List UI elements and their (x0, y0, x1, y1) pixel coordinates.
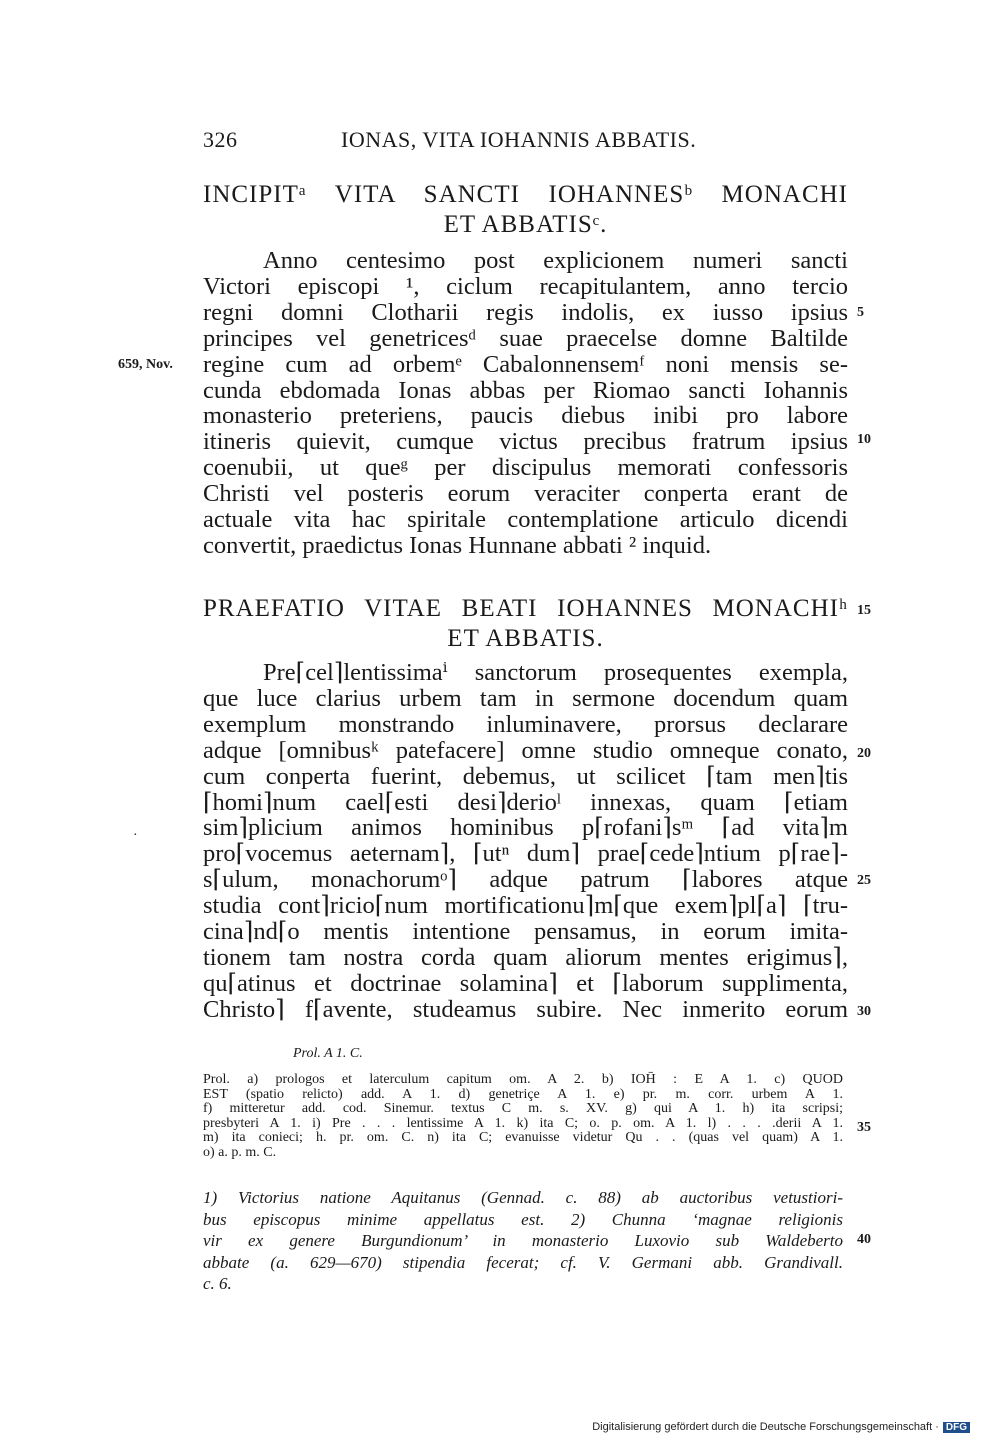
text-line: monasterio preteriens, paucis diebus inibi pro labore (203, 402, 848, 430)
heading-line: ET ABBATIS. (447, 625, 604, 652)
text-line: coenubii, ut queᵍ per discipulus memorati confessoris (203, 454, 848, 482)
footnote-line: abbate (a. 629—670) stipendia fecerat; cf. V. Germani abb. Grandivall. (203, 1252, 843, 1272)
text-line: qu⌈atinus et doctrinae solamina⌉ et ⌈laborum supplimenta, (203, 969, 848, 997)
page-number: 326 (203, 127, 238, 152)
text-line: cina⌉nd⌈o mentis intentione pensamus, in eorum imita- (203, 918, 848, 946)
heading-line: INCIPITᵃ VITA SANCTI IOHANNESᵇ MONACHI (203, 181, 848, 208)
margin-dot: · (133, 828, 138, 843)
paragraph-incipit (203, 248, 848, 559)
digitization-footer (592, 1421, 970, 1433)
text-line: adque [omnibusᵏ patefacere] omne studio omneque conato, (203, 736, 848, 764)
line-number: 15 (857, 603, 871, 618)
heading-line: ET ABBATISᶜ. (443, 211, 608, 238)
paragraph-praefatio (203, 660, 848, 1023)
heading-incipit (203, 180, 848, 240)
running-title: IONAS, VITA IOHANNIS ABBATIS. (341, 127, 697, 152)
text-line: Victori episcopi ¹, ciclum recapitulantem, anno tercio (203, 272, 848, 300)
line-number: 10 (857, 432, 871, 447)
line-number: 5 (857, 305, 864, 320)
text-line: cum conperta fuerint, debemus, ut scilicet ⌈tam men⌉tis (203, 762, 848, 790)
apparatus-line: presbyteri A 1. i) Pre . . . lentissime A 1. k) ita C; o. p. om. A 1. l) . . . .derii A 1. (203, 1115, 843, 1131)
text-line: cunda ebdomada Ionas abbas per Riomao sancti Iohannis (203, 376, 848, 404)
text-line: sim⌉plicium animos hominibus p⌈rofani⌉sᵐ ⌈ad vita⌉m (203, 814, 848, 842)
margin-date: 659, Nov. (118, 357, 173, 372)
apparatus-line: m) ita conieci; h. pr. om. C. n) ita C; evanuisse videtur Qu . . (quas vel quam) A 1. (203, 1130, 843, 1145)
line-number: 40 (857, 1232, 871, 1247)
text-line: Pre⌈cel⌉lentissimaⁱ sanctorum prosequentes exempla, (263, 659, 848, 686)
text-line: actuale vita hac spiritale contemplatione articulo dicendi (203, 506, 848, 534)
line-number: 35 (857, 1120, 871, 1135)
footnote-line: c. 6. (203, 1274, 232, 1293)
text-line: ⌈homi⌉num cael⌈esti desi⌉derioˡ innexas, quam ⌈etiam (203, 788, 848, 816)
apparatus-line: Prol. a) prologos et laterculum capitum om. A 2. b) IOH̄ : E A 1. c) QUOD (203, 1072, 843, 1087)
apparatus-line: EST (spatio relicto) add. A 1. d) genetriçe A 1. e) pr. m. corr. urbem A 1. (203, 1086, 843, 1102)
text-line: itineris quievit, cumque victus precibus fratrum ipsius (203, 428, 848, 456)
line-number: 25 (857, 873, 871, 888)
text-line: Anno centesimo post explicionem numeri sancti (263, 247, 848, 274)
text-line: convertit, praedictus Ionas Hunnane abbati ² inquid. (203, 531, 712, 559)
apparatus-line: o) a. p. m. C. (203, 1144, 277, 1160)
text-line: regni domni Clotharii regis indolis, ex iusso ipsius (203, 298, 848, 326)
text-line: tionem tam nostra corda quam aliorum mentes erigimus⌉, (203, 943, 848, 971)
apparatus-line: f) mitteretur add. cod. Sinemur. textus C m. s. XV. g) qui A 1. h) ita scripsi; (203, 1101, 843, 1116)
dfg-logo: DFG (943, 1422, 970, 1433)
line-number: 30 (857, 1004, 871, 1019)
heading-praefatio (203, 594, 848, 654)
text-line: principes vel genetricesᵈ suae praecelse domne Baltilde (203, 324, 848, 352)
text-line: Christo⌉ f⌈avente, studeamus subire. Nec inmerito eorum (203, 995, 848, 1023)
text-line: Christi vel posteris eorum veraciter conperta erant de (203, 480, 848, 508)
footnote-line: bus episcopus minime appellatus est. 2) Chunna ‘magnae religionis (203, 1209, 843, 1229)
text-line: que luce clarius urbem tam in sermone docendum quam (203, 684, 848, 712)
text-line: studia cont⌉ricio⌈num mortificationu⌉m⌈que exem⌉pl⌈a⌉ ⌈tru- (203, 892, 848, 920)
text-line: s⌈ulum, monachorumᵒ⌉ adque patrum ⌈labores atque (203, 866, 848, 894)
line-number: 20 (857, 746, 871, 761)
critical-apparatus (203, 1073, 843, 1160)
footer-text: Digitalisierung gefördert durch die Deutsche Forschungsgemeinschaft · (592, 1421, 939, 1433)
footnote-line: 1) Victorius natione Aquitanus (Gennad. c. 88) ab auctoribus vetustiori- (203, 1188, 843, 1207)
footnotes (203, 1187, 843, 1295)
text-line: pro⌈vocemus aeternam⌉, ⌈utⁿ dum⌉ prae⌈cede⌉ntium p⌈rae⌉- (203, 840, 848, 868)
prol-line: Prol. A 1. C. (293, 1046, 363, 1061)
heading-line: PRAEFATIO VITAE BEATI IOHANNES MONACHIʰ (203, 595, 848, 622)
text-line: exemplum monstrando inluminavere, prorsus declarare (203, 710, 848, 738)
footnote-line: vir ex genere Burgundionum’ in monasterio Luxovio sub Waldeberto (203, 1231, 843, 1250)
text-line: regine cum ad orbemᵉ Cabalonnensemᶠ noni mensis se- (203, 350, 848, 378)
